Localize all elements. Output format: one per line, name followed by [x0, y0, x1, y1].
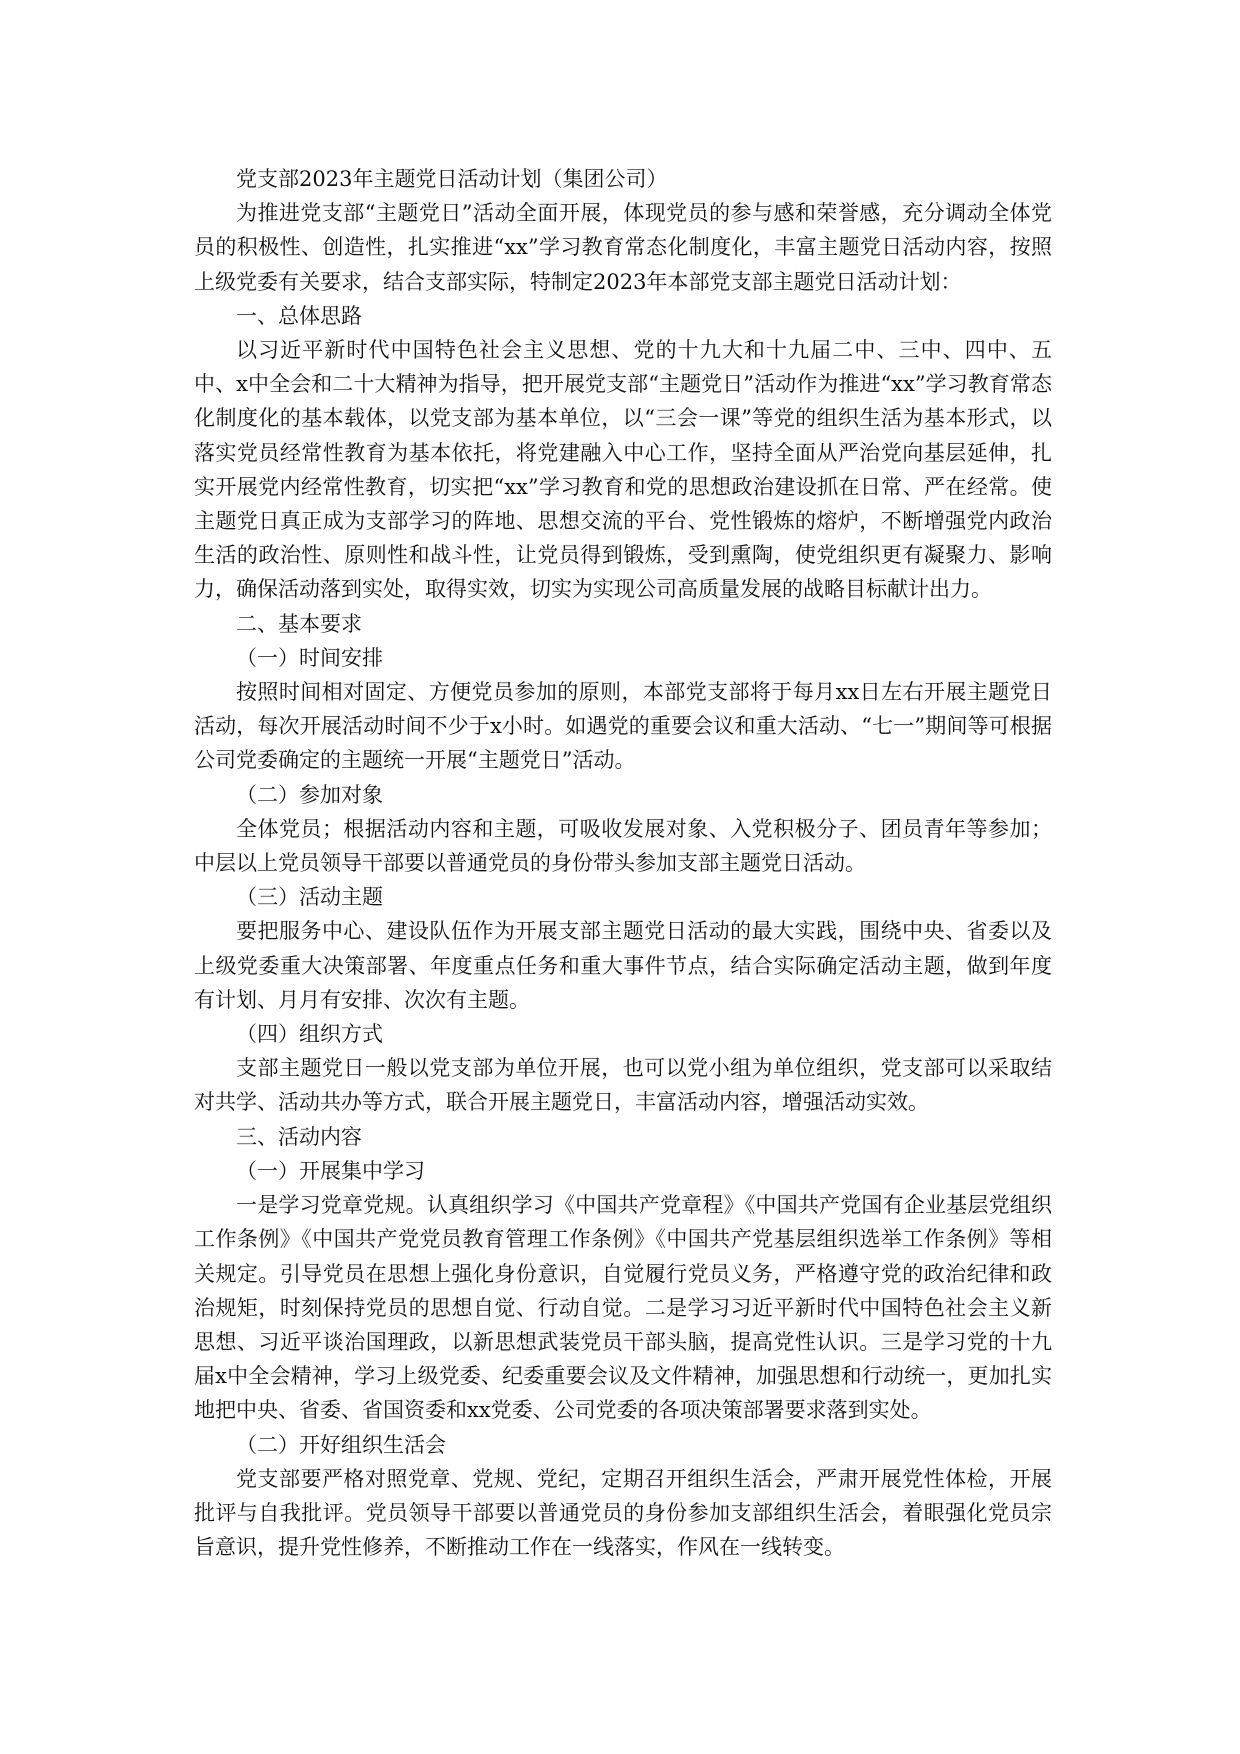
- subheading-participants: （二）参加对象: [236, 782, 383, 807]
- subheading-organization: （四）组织方式: [236, 1022, 383, 1047]
- document-body: [194, 162, 1052, 1564]
- subheading-centralized-study: （一）开展集中学习: [236, 1158, 425, 1183]
- subheading-time-arrangement: （一）时间安排: [236, 645, 383, 670]
- paragraph-activity-theme: 要把服务中心、建设队伍作为开展支部主题党日活动的最大实践，围绕中央、省委以及上级党委重大决策部署、年度重点任务和重大事件节点，结合实际确定活动主题，做到年度有计划、月月有安排、次次有主题。: [194, 919, 1052, 1012]
- document-title: 党支部2023年主题党日活动计划（集团公司）: [236, 167, 668, 191]
- section-heading-1: 一、总体思路: [236, 303, 362, 328]
- intro-paragraph: 为推进党支部“主题党日”活动全面开展，体现党员的参与感和荣誉感，充分调动全体党员的积极性、创造性，扎实推进“xx”学习教育常态化制度化，丰富主题党日活动内容，按照上级党委有关要求，结合支部实际，特制定2023年本部党支部主题党日活动计划：: [194, 201, 1052, 294]
- subheading-organizational-life: （二）开好组织生活会: [236, 1432, 446, 1457]
- paragraph-time-arrangement: 按照时间相对固定、方便党员参加的原则，本部党支部将于每月xx日左右开展主题党日活动，每次开展活动时间不少于x小时。如遇党的重要会议和重大活动、“七一”期间等可根据公司党委确定的主题统一开展“主题党日”活动。: [194, 680, 1052, 773]
- paragraph-centralized-study: 一是学习党章党规。认真组织学习《中国共产党章程》《中国共产党国有企业基层党组织工作条例》《中国共产党党员教育管理工作条例》《中国共产党基层组织选举工作条例》等相关规定。引导党员在思想上强化身份意识，自觉履行党员义务，严格遵守党的政治纪律和政治规矩，时刻保持党员的思想自觉、行动自觉。二是学习习近平新时代中国特色社会主义新思想、习近平谈治国理政，以新思想武装党员干部头脑，提高党性认识。三是学习党的十九届x中全会精神，学习上级党委、纪委重要会议及文件精神，加强思想和行动统一，更加扎实地把中央、省委、省国资委和xx党委、公司党委的各项决策部署要求落到实处。: [194, 1193, 1052, 1423]
- section-heading-2: 二、基本要求: [236, 611, 362, 636]
- paragraph-organizational-life: 党支部要严格对照党章、党规、党纪，定期召开组织生活会，严肃开展党性体检，开展批评与自我批评。党员领导干部要以普通党员的身份参加支部组织生活会，着眼强化党员宗旨意识，提升党性修养，不断推动工作在一线落实，作风在一线转变。: [194, 1466, 1052, 1560]
- paragraph-participants: 全体党员；根据活动内容和主题，可吸收发展对象、入党积极分子、团员青年等参加；中层以上党员领导干部要以普通党员的身份带头参加支部主题党日活动。: [194, 816, 1052, 876]
- subheading-activity-theme: （三）活动主题: [236, 885, 383, 910]
- paragraph-overall-approach: 以习近平新时代中国特色社会主义思想、党的十九大和十九届二中、三中、四中、五中、x中全会和二十大精神为指导，把开展党支部“主题党日”活动作为推进“xx”学习教育常态化制度化的基本载体，以党支部为基本单位，以“三会一课”等党的组织生活为基本形式，以落实党员经常性教育为基本依托，将党建融入中心工作，坚持全面从严治党向基层延伸，扎实开展党内经常性教育，切实把“xx”学习教育和党的思想政治建设抓在日常、严在经常。使主题党日真正成为支部学习的阵地、思想交流的平台、党性锻炼的熔炉，不断增强党内政治生活的政治性、原则性和战斗性，让党员得到锻炼，受到熏陶，使党组织更有凝聚力、影响力，确保活动落到实处，取得实效，切实为实现公司高质量发展的战略目标献计出力。: [194, 338, 1052, 602]
- section-heading-3: 三、活动内容: [236, 1124, 362, 1149]
- paragraph-organization: 支部主题党日一般以党支部为单位开展，也可以党小组为单位组织，党支部可以采取结对共学、活动共办等方式，联合开展主题党日，丰富活动内容，增强活动实效。: [194, 1056, 1052, 1115]
